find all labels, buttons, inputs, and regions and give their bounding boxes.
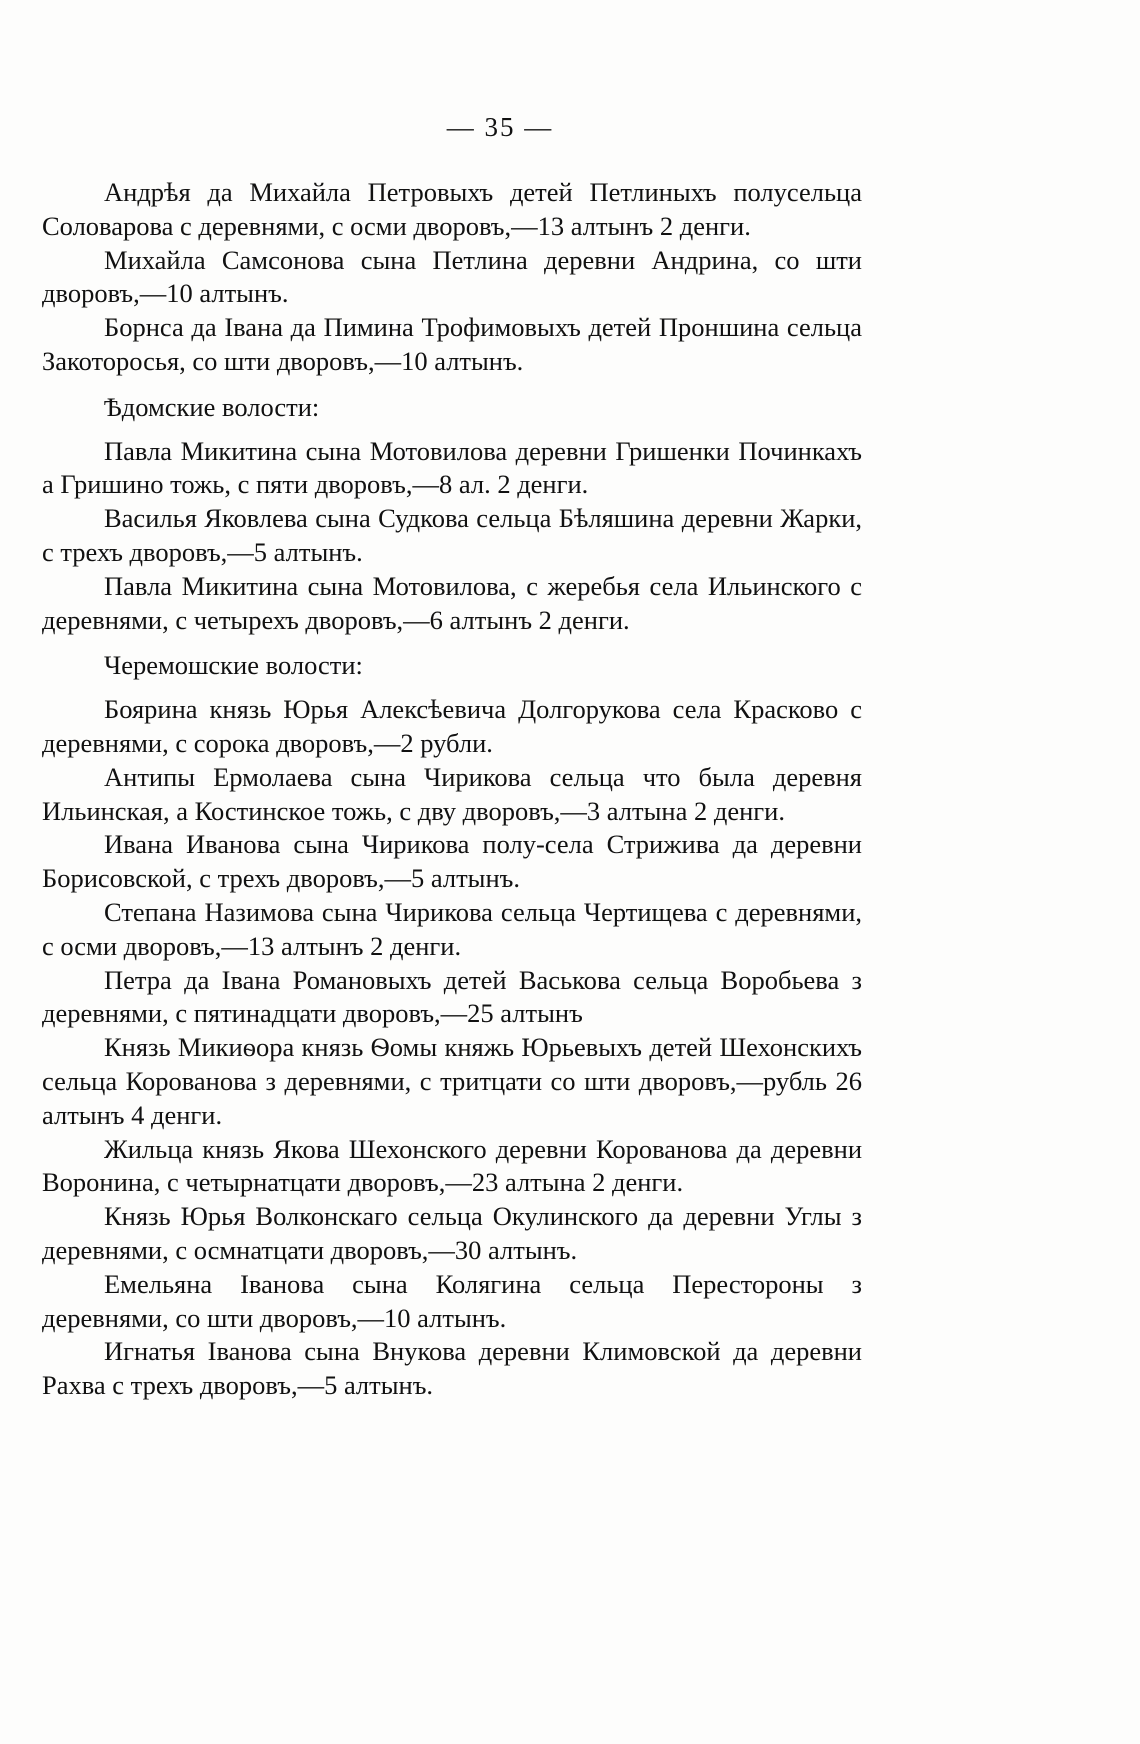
- section-heading-cheremoshskie: Черемошские волости:: [104, 650, 363, 681]
- page-body: [42, 176, 862, 1403]
- entry-shekhonskoy-voronino: Жильца князь Якова Шехонского деревни Корованова да деревни Воронина, с четырнатцати дворовъ,—23 алтына 2 денги.: [42, 1133, 862, 1198]
- section-heading-edomskie: Ѣдомские волости:: [104, 391, 320, 422]
- entry-petlin-andrina: Михайла Самсонова сына Петлина деревни Андрина, со шти дворовъ,—10 алтынъ.: [42, 244, 862, 309]
- entry-volkonsky-okulinskoe: Князь Юрья Волконскаго сельца Окулинского да деревни Углы з деревнями, с осмнатцати дворовъ,—30 алтынъ.: [42, 1201, 862, 1265]
- entry-motovilov-ilinskoe: Павла Микитина сына Мотовилова, с жеребья села Ильинского с деревнями, с четырехъ дворовъ,—6 алтынъ 2 денги.: [42, 570, 862, 635]
- entry-shekhonskie-korovanovo: Князь Микиѳора князь Ѳомы княжь Юрьевыхъ детей Шехонскихъ сельца Корованова з деревнями, с тритцати со шти дворовъ,—рубль 26 алтынъ 4 денги.: [42, 1032, 862, 1130]
- entry-vnukov-klimovskaya: Игнатья Іванова сына Внукова деревни Климовской да деревни Рахва с трехъ дворовъ,—5 алтынъ.: [42, 1336, 862, 1401]
- entry-dolgorukov-krasково: Боярина князь Юрья Алексѣевича Долгорукова села Красково с деревнями, с сорока дворовъ,—2 рубли.: [42, 694, 862, 758]
- entry-sudkov-belyashino: Василья Яковлева сына Судкова сельца Бѣляшина деревни Жарки, с трехъ дворовъ,—5 алтынъ.: [42, 503, 862, 567]
- entry-chirikov-chertishchevo: Степана Назимова сына Чирикова сельца Чертищева с деревнями, с осми дворовъ,—13 алтынъ 2 денги.: [42, 896, 862, 961]
- entry-motovilov-grishenki: Павла Микитина сына Мотовилова деревни Гришенки Починкахъ а Гришино тожь, с пяти дворовъ,—8 ал. 2 денги.: [42, 435, 862, 500]
- entry-kolyagin-peresторony: Емельяна Іванова сына Колягина сельца Перестороны з деревнями, со шти дворовъ,—10 алтынъ.: [42, 1268, 862, 1333]
- entry-petliny-solovarovo: Андрѣя да Михайла Петровыхъ детей Петлиныхъ полусельца Соловарова с деревнями, с осми дворовъ,—13 алтынъ 2 денги.: [42, 177, 862, 241]
- entry-troffimovy-zakotorosye: Борнса да Івана да Пимина Трофимовыхъ детей Проншина сельца Закоторосья, со шти дворовъ,—10 алтынъ.: [42, 312, 862, 376]
- entry-chirikov-ilinskaya: Антипы Ермолаева сына Чирикова сельца что была деревня Ильинская, а Костинское тожь, с дву дворовъ,—3 алтына 2 денги.: [42, 761, 862, 826]
- entry-chirikov-strizhivo: Ивана Иванова сына Чирикова полу-села Стрижива да деревни Борисовской, с трехъ дворовъ,—5 алтынъ.: [42, 829, 862, 894]
- page-number: — 35 —: [446, 112, 554, 142]
- entry-vaskovy-vorobyevo: Петра да Івана Романовыхъ детей Васькова сельца Воробьева з деревнями, с пятинадцати дворовъ,—25 алтынъ: [42, 964, 862, 1029]
